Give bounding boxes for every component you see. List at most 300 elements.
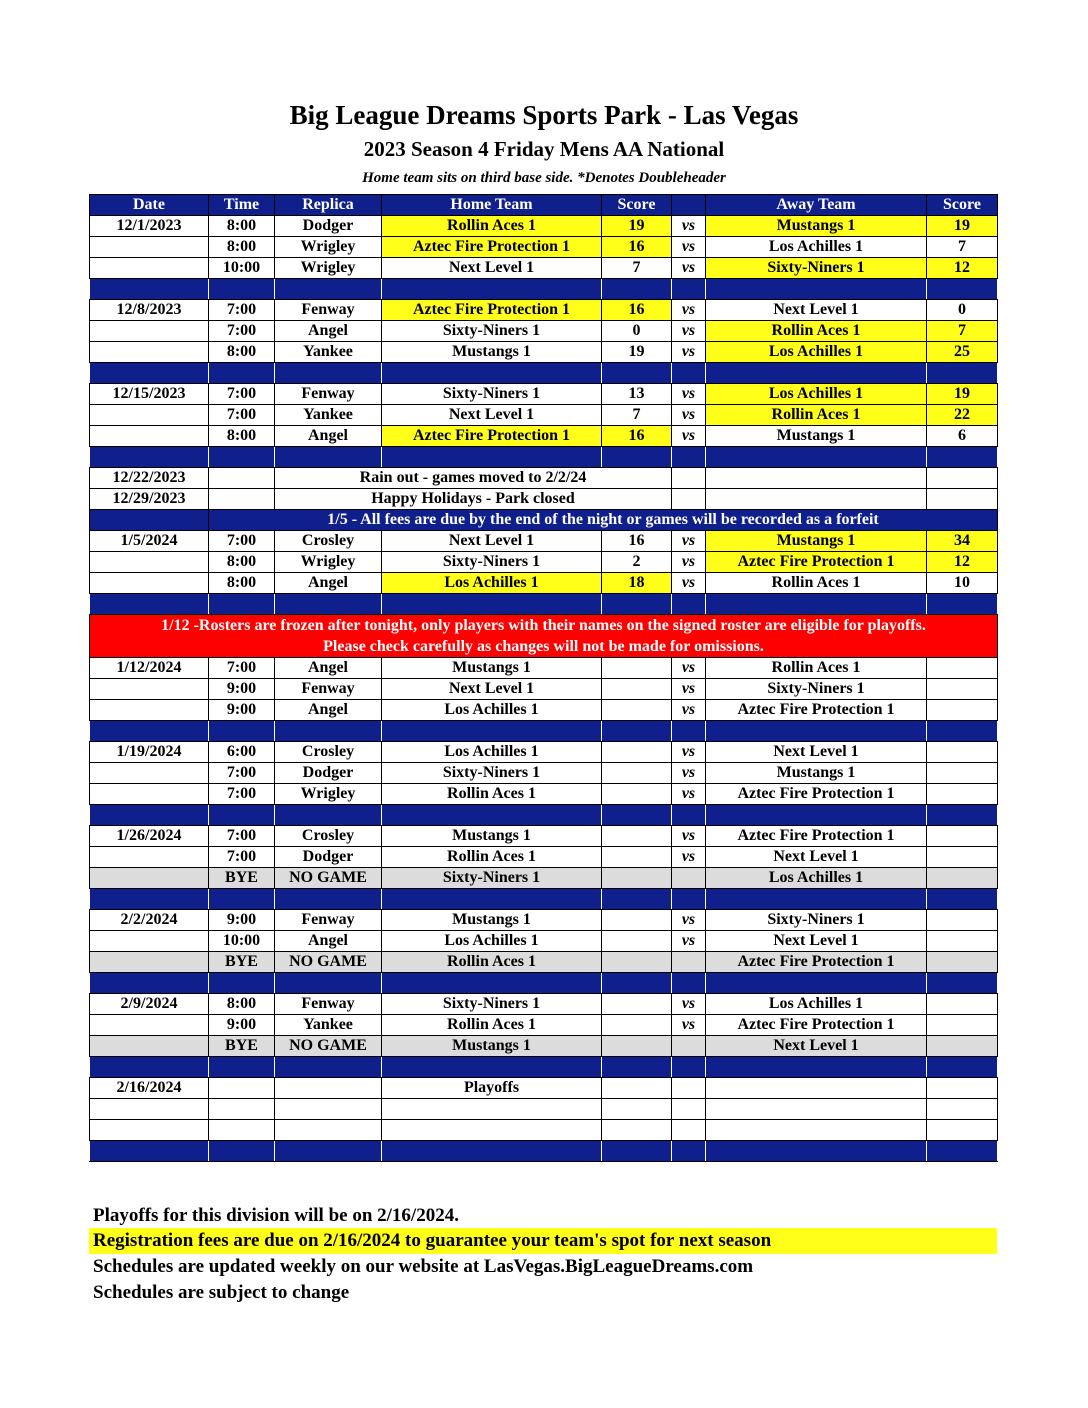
home-team-cell: Mustangs 1 xyxy=(382,658,602,679)
home-team-cell: Aztec Fire Protection 1 xyxy=(382,426,602,447)
time-cell: 7:00 xyxy=(209,658,275,679)
replica-field-cell: Fenway xyxy=(275,910,382,931)
game-row xyxy=(90,910,998,931)
away-team-cell xyxy=(706,1078,927,1099)
away-team-cell: Los Achilles 1 xyxy=(706,994,927,1015)
col-header-time: Time xyxy=(209,195,275,216)
separator-cell xyxy=(90,447,209,468)
replica-field-cell: Angel xyxy=(275,658,382,679)
away-score-cell xyxy=(927,868,998,889)
away-score-cell: 7 xyxy=(927,237,998,258)
game-row xyxy=(90,573,998,594)
separator-cell xyxy=(275,363,382,384)
time-cell: 7:00 xyxy=(209,405,275,426)
vs-cell: vs xyxy=(672,216,706,237)
time-cell xyxy=(209,489,275,510)
home-score-cell: 19 xyxy=(602,342,672,363)
separator-cell xyxy=(90,363,209,384)
game-row xyxy=(90,1078,998,1099)
date-cell xyxy=(90,763,209,784)
away-score-cell: 34 xyxy=(927,531,998,552)
separator-cell xyxy=(275,447,382,468)
away-team-cell xyxy=(706,1120,927,1141)
home-team-cell: Aztec Fire Protection 1 xyxy=(382,300,602,321)
page-title: Big League Dreams Sports Park - Las Vegas xyxy=(289,100,799,130)
separator-cell xyxy=(927,1057,998,1078)
col-header-date: Date xyxy=(90,195,209,216)
away-score-cell xyxy=(927,952,998,973)
home-score-cell: 7 xyxy=(602,258,672,279)
home-score-cell xyxy=(602,847,672,868)
replica-field-cell: Fenway xyxy=(275,300,382,321)
footer-registration-note: Registration fees are due on 2/16/2024 to guarantee your team's spot for next season xyxy=(89,1228,997,1254)
date-cell xyxy=(90,1120,209,1141)
game-row xyxy=(90,405,998,426)
vs-cell: vs xyxy=(672,700,706,721)
date-cell: 1/26/2024 xyxy=(90,826,209,847)
roster-alert-line: Please check carefully as changes will not be made for omissions. xyxy=(323,638,764,655)
date-cell xyxy=(90,847,209,868)
separator-cell xyxy=(927,1141,998,1162)
away-score-cell xyxy=(927,1078,998,1099)
away-score-cell xyxy=(927,910,998,931)
date-cell: 12/8/2023 xyxy=(90,300,209,321)
replica-field-cell: NO GAME xyxy=(275,868,382,889)
separator-cell xyxy=(927,363,998,384)
separator-cell xyxy=(382,447,602,468)
away-score-cell xyxy=(927,468,998,489)
home-score-cell xyxy=(602,952,672,973)
game-row xyxy=(90,700,998,721)
away-team-cell: Next Level 1 xyxy=(706,1036,927,1057)
home-team-cell: Rollin Aces 1 xyxy=(382,847,602,868)
home-team-cell: Mustangs 1 xyxy=(382,910,602,931)
away-team-cell: Los Achilles 1 xyxy=(706,237,927,258)
separator-cell xyxy=(602,721,672,742)
home-score-cell xyxy=(602,1015,672,1036)
separator-cell xyxy=(927,973,998,994)
vs-cell xyxy=(672,1099,706,1120)
away-score-cell xyxy=(927,847,998,868)
game-row xyxy=(90,426,998,447)
separator-cell xyxy=(602,279,672,300)
home-team-cell: Next Level 1 xyxy=(382,258,602,279)
date-cell xyxy=(90,426,209,447)
date-cell xyxy=(90,1099,209,1120)
game-row xyxy=(90,342,998,363)
date-cell xyxy=(90,573,209,594)
col-header-vs xyxy=(672,195,706,216)
game-row xyxy=(90,321,998,342)
time-cell: BYE xyxy=(209,868,275,889)
home-team-cell: Sixty-Niners 1 xyxy=(382,384,602,405)
time-cell: 8:00 xyxy=(209,573,275,594)
replica-field-cell: Fenway xyxy=(275,384,382,405)
col-header-away-team: Away Team xyxy=(706,195,927,216)
away-score-cell: 19 xyxy=(927,216,998,237)
separator-cell xyxy=(672,279,706,300)
away-team-cell xyxy=(706,489,927,510)
vs-cell: vs xyxy=(672,910,706,931)
away-score-cell xyxy=(927,1120,998,1141)
footer-website-note: Schedules are updated weekly on our website at LasVegas.BigLeagueDreams.com xyxy=(93,1256,754,1277)
game-row xyxy=(90,826,998,847)
separator-cell xyxy=(602,447,672,468)
date-cell xyxy=(90,552,209,573)
vs-cell: vs xyxy=(672,847,706,868)
replica-field-cell: Dodger xyxy=(275,847,382,868)
date-cell: 12/29/2023 xyxy=(90,489,209,510)
separator-cell xyxy=(209,721,275,742)
away-score-cell: 22 xyxy=(927,405,998,426)
game-row xyxy=(90,679,998,700)
separator-cell xyxy=(672,363,706,384)
away-score-cell xyxy=(927,763,998,784)
date-cell xyxy=(90,700,209,721)
home-score-cell: 16 xyxy=(602,426,672,447)
schedule-note: Home team sits on third base side. *Denotes Doubleheader xyxy=(362,170,726,186)
home-score-cell xyxy=(602,763,672,784)
separator-cell xyxy=(927,889,998,910)
separator-cell xyxy=(382,1057,602,1078)
away-score-cell: 25 xyxy=(927,342,998,363)
date-cell xyxy=(90,868,209,889)
date-cell: 1/19/2024 xyxy=(90,742,209,763)
separator-cell xyxy=(382,889,602,910)
date-cell xyxy=(90,321,209,342)
separator-cell xyxy=(382,1141,602,1162)
replica-field-cell: Wrigley xyxy=(275,552,382,573)
away-team-cell: Aztec Fire Protection 1 xyxy=(706,700,927,721)
vs-cell xyxy=(672,1036,706,1057)
time-cell: 7:00 xyxy=(209,826,275,847)
replica-field-cell: Angel xyxy=(275,700,382,721)
home-team-cell: Mustangs 1 xyxy=(382,1036,602,1057)
time-cell xyxy=(209,468,275,489)
replica-field-cell: Dodger xyxy=(275,763,382,784)
message-text: Happy Holidays - Park closed xyxy=(275,489,672,510)
away-team-cell: Next Level 1 xyxy=(706,847,927,868)
schedule-table xyxy=(89,194,998,1162)
col-header-replica: Replica xyxy=(275,195,382,216)
separator-row xyxy=(90,721,998,742)
separator-cell xyxy=(927,721,998,742)
game-row xyxy=(90,1099,998,1120)
separator-row xyxy=(90,1141,998,1162)
away-score-cell xyxy=(927,1099,998,1120)
home-team-cell: Sixty-Niners 1 xyxy=(382,321,602,342)
date-cell xyxy=(90,931,209,952)
vs-cell: vs xyxy=(672,1015,706,1036)
time-cell: 8:00 xyxy=(209,552,275,573)
away-score-cell: 19 xyxy=(927,384,998,405)
away-team-cell: Los Achilles 1 xyxy=(706,384,927,405)
away-team-cell: Sixty-Niners 1 xyxy=(706,910,927,931)
separator-cell xyxy=(706,1057,927,1078)
away-team-cell xyxy=(706,468,927,489)
separator-cell xyxy=(275,889,382,910)
separator-cell xyxy=(672,1057,706,1078)
separator-cell xyxy=(90,594,209,615)
time-cell: 7:00 xyxy=(209,847,275,868)
separator-cell xyxy=(706,594,927,615)
separator-cell xyxy=(209,889,275,910)
page-subtitle: 2023 Season 4 Friday Mens AA National xyxy=(363,137,725,161)
home-score-cell xyxy=(602,658,672,679)
vs-cell: vs xyxy=(672,552,706,573)
separator-cell xyxy=(90,279,209,300)
away-team-cell: Aztec Fire Protection 1 xyxy=(706,1015,927,1036)
separator-cell xyxy=(275,805,382,826)
home-score-cell: 0 xyxy=(602,321,672,342)
date-cell: 2/2/2024 xyxy=(90,910,209,931)
date-cell xyxy=(90,1015,209,1036)
home-team-cell xyxy=(382,1099,602,1120)
away-team-cell xyxy=(706,1099,927,1120)
home-team-cell: Sixty-Niners 1 xyxy=(382,994,602,1015)
replica-field-cell: Crosley xyxy=(275,742,382,763)
notice-text: 1/5 - All fees are due by the end of the night or games will be recorded as a forfeit xyxy=(209,510,998,531)
time-cell: 8:00 xyxy=(209,426,275,447)
separator-cell xyxy=(706,363,927,384)
home-score-cell xyxy=(602,700,672,721)
vs-cell: vs xyxy=(672,531,706,552)
date-cell xyxy=(90,1036,209,1057)
away-team-cell: Next Level 1 xyxy=(706,931,927,952)
game-row xyxy=(90,216,998,237)
home-team-cell: Sixty-Niners 1 xyxy=(382,552,602,573)
separator-row xyxy=(90,805,998,826)
time-cell: 7:00 xyxy=(209,300,275,321)
date-cell: 2/9/2024 xyxy=(90,994,209,1015)
separator-cell xyxy=(927,805,998,826)
time-cell: 10:00 xyxy=(209,931,275,952)
date-cell: 2/16/2024 xyxy=(90,1078,209,1099)
away-team-cell: Aztec Fire Protection 1 xyxy=(706,952,927,973)
vs-cell: vs xyxy=(672,742,706,763)
time-cell: 8:00 xyxy=(209,994,275,1015)
game-row xyxy=(90,384,998,405)
home-score-cell xyxy=(602,910,672,931)
vs-cell: vs xyxy=(672,573,706,594)
separator-row xyxy=(90,447,998,468)
separator-cell xyxy=(382,363,602,384)
separator-cell xyxy=(209,1057,275,1078)
home-team-cell: Rollin Aces 1 xyxy=(382,216,602,237)
separator-cell xyxy=(927,447,998,468)
time-cell: 6:00 xyxy=(209,742,275,763)
vs-cell xyxy=(672,1078,706,1099)
away-team-cell: Rollin Aces 1 xyxy=(706,321,927,342)
separator-cell xyxy=(209,447,275,468)
time-cell xyxy=(209,1099,275,1120)
bye-row xyxy=(90,868,998,889)
replica-field-cell: Angel xyxy=(275,931,382,952)
replica-field-cell: Wrigley xyxy=(275,784,382,805)
time-cell: 7:00 xyxy=(209,784,275,805)
game-row xyxy=(90,300,998,321)
away-score-cell xyxy=(927,742,998,763)
home-team-cell: Playoffs xyxy=(382,1078,602,1099)
home-score-cell: 13 xyxy=(602,384,672,405)
separator-row xyxy=(90,1057,998,1078)
separator-cell xyxy=(382,721,602,742)
message-row xyxy=(90,468,998,489)
separator-cell xyxy=(209,973,275,994)
date-cell: 12/22/2023 xyxy=(90,468,209,489)
time-cell: BYE xyxy=(209,952,275,973)
home-team-cell: Los Achilles 1 xyxy=(382,573,602,594)
roster-alert xyxy=(90,615,998,658)
replica-field-cell xyxy=(275,1078,382,1099)
vs-cell: vs xyxy=(672,826,706,847)
vs-cell: vs xyxy=(672,658,706,679)
separator-row xyxy=(90,594,998,615)
bye-row xyxy=(90,952,998,973)
vs-cell: vs xyxy=(672,258,706,279)
vs-cell: vs xyxy=(672,300,706,321)
away-team-cell: Aztec Fire Protection 1 xyxy=(706,826,927,847)
separator-cell xyxy=(90,889,209,910)
home-team-cell: Rollin Aces 1 xyxy=(382,784,602,805)
away-score-cell xyxy=(927,994,998,1015)
separator-cell xyxy=(602,594,672,615)
replica-field-cell: Yankee xyxy=(275,405,382,426)
away-team-cell: Sixty-Niners 1 xyxy=(706,258,927,279)
time-cell: 8:00 xyxy=(209,237,275,258)
away-team-cell: Mustangs 1 xyxy=(706,216,927,237)
time-cell: 9:00 xyxy=(209,910,275,931)
game-row xyxy=(90,994,998,1015)
home-score-cell xyxy=(602,679,672,700)
away-team-cell: Aztec Fire Protection 1 xyxy=(706,552,927,573)
away-team-cell: Next Level 1 xyxy=(706,300,927,321)
vs-cell: vs xyxy=(672,931,706,952)
notice-spacer xyxy=(90,510,209,531)
separator-cell xyxy=(90,721,209,742)
replica-field-cell: Yankee xyxy=(275,1015,382,1036)
separator-row xyxy=(90,889,998,910)
time-cell: 8:00 xyxy=(209,216,275,237)
vs-cell xyxy=(672,468,706,489)
game-row xyxy=(90,1120,998,1141)
date-cell xyxy=(90,237,209,258)
col-header-away-score: Score xyxy=(927,195,998,216)
away-team-cell: Rollin Aces 1 xyxy=(706,573,927,594)
separator-row xyxy=(90,973,998,994)
time-cell: 9:00 xyxy=(209,1015,275,1036)
game-row xyxy=(90,931,998,952)
game-row xyxy=(90,531,998,552)
message-row xyxy=(90,489,998,510)
vs-cell: vs xyxy=(672,784,706,805)
away-team-cell: Next Level 1 xyxy=(706,742,927,763)
vs-cell: vs xyxy=(672,679,706,700)
table-header-row xyxy=(90,195,998,216)
separator-cell xyxy=(209,1141,275,1162)
vs-cell xyxy=(672,489,706,510)
separator-row xyxy=(90,279,998,300)
replica-field-cell: NO GAME xyxy=(275,1036,382,1057)
home-score-cell xyxy=(602,1120,672,1141)
separator-cell xyxy=(209,279,275,300)
home-score-cell: 2 xyxy=(602,552,672,573)
home-score-cell: 16 xyxy=(602,531,672,552)
away-team-cell: Aztec Fire Protection 1 xyxy=(706,784,927,805)
separator-cell xyxy=(672,447,706,468)
separator-cell xyxy=(209,363,275,384)
game-row xyxy=(90,237,998,258)
separator-cell xyxy=(672,973,706,994)
home-score-cell xyxy=(602,742,672,763)
time-cell: 7:00 xyxy=(209,384,275,405)
separator-cell xyxy=(602,363,672,384)
date-cell xyxy=(90,952,209,973)
away-score-cell: 6 xyxy=(927,426,998,447)
separator-cell xyxy=(602,889,672,910)
away-score-cell xyxy=(927,658,998,679)
separator-cell xyxy=(90,1141,209,1162)
home-team-cell: Sixty-Niners 1 xyxy=(382,763,602,784)
replica-field-cell: Wrigley xyxy=(275,237,382,258)
vs-cell: vs xyxy=(672,237,706,258)
home-team-cell: Rollin Aces 1 xyxy=(382,952,602,973)
separator-cell xyxy=(927,279,998,300)
away-score-cell: 0 xyxy=(927,300,998,321)
away-score-cell: 12 xyxy=(927,552,998,573)
separator-cell xyxy=(90,973,209,994)
replica-field-cell: Fenway xyxy=(275,679,382,700)
home-team-cell: Next Level 1 xyxy=(382,405,602,426)
game-row xyxy=(90,763,998,784)
home-team-cell: Aztec Fire Protection 1 xyxy=(382,237,602,258)
home-team-cell: Los Achilles 1 xyxy=(382,742,602,763)
away-team-cell: Sixty-Niners 1 xyxy=(706,679,927,700)
replica-field-cell xyxy=(275,1120,382,1141)
separator-cell xyxy=(672,721,706,742)
away-team-cell: Mustangs 1 xyxy=(706,426,927,447)
date-cell xyxy=(90,405,209,426)
away-score-cell: 10 xyxy=(927,573,998,594)
home-score-cell: 16 xyxy=(602,237,672,258)
home-score-cell xyxy=(602,1078,672,1099)
footer-change-note: Schedules are subject to change xyxy=(93,1282,350,1303)
separator-cell xyxy=(706,973,927,994)
time-cell: 9:00 xyxy=(209,700,275,721)
away-score-cell xyxy=(927,1036,998,1057)
home-score-cell xyxy=(602,1099,672,1120)
separator-cell xyxy=(602,1057,672,1078)
replica-field-cell: Crosley xyxy=(275,826,382,847)
separator-cell xyxy=(927,594,998,615)
date-cell xyxy=(90,784,209,805)
separator-cell xyxy=(602,1141,672,1162)
separator-cell xyxy=(382,594,602,615)
away-score-cell xyxy=(927,826,998,847)
date-cell: 12/1/2023 xyxy=(90,216,209,237)
separator-cell xyxy=(602,973,672,994)
away-score-cell xyxy=(927,784,998,805)
separator-cell xyxy=(209,805,275,826)
away-team-cell: Los Achilles 1 xyxy=(706,868,927,889)
roster-alert-row xyxy=(90,615,998,658)
game-row xyxy=(90,552,998,573)
separator-cell xyxy=(275,1057,382,1078)
replica-field-cell: Yankee xyxy=(275,342,382,363)
date-cell: 1/12/2024 xyxy=(90,658,209,679)
game-row xyxy=(90,784,998,805)
away-team-cell: Rollin Aces 1 xyxy=(706,405,927,426)
